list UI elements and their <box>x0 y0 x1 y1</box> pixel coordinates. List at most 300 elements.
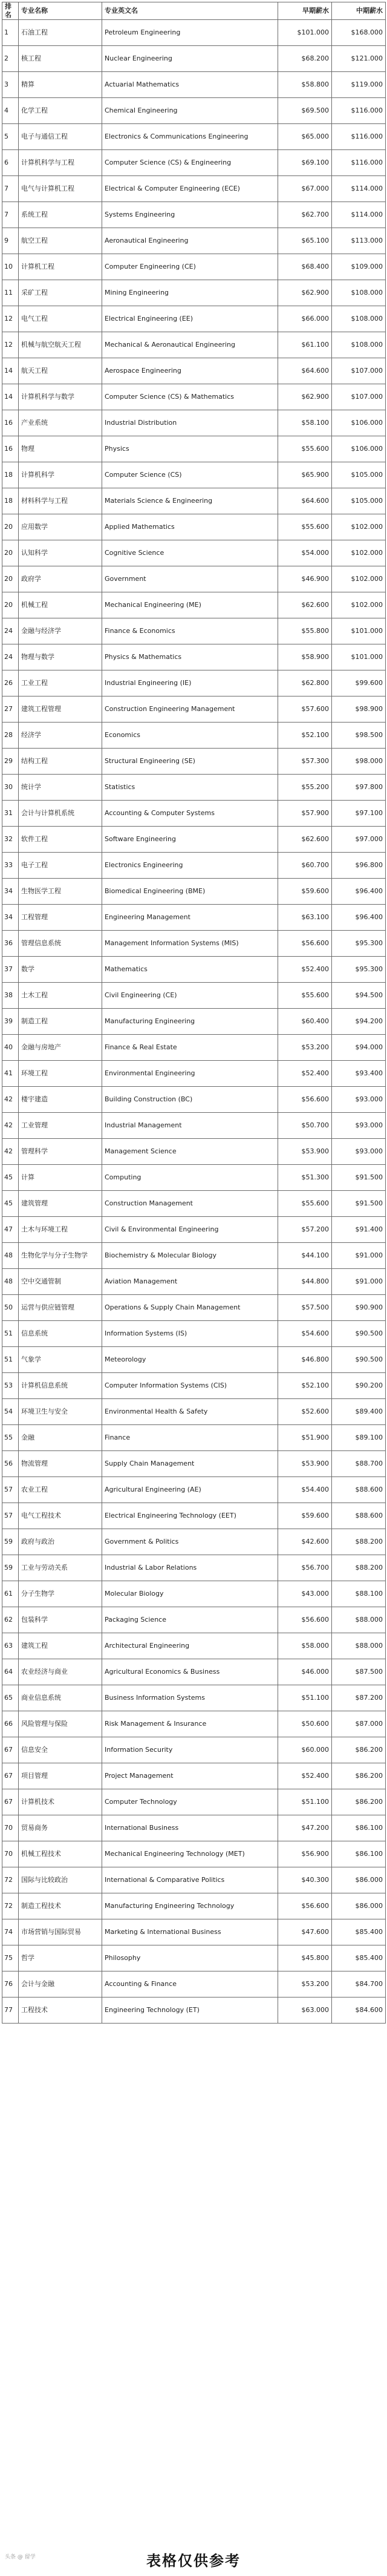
mid-salary-cell: $116.000 <box>332 150 386 176</box>
mid-salary-cell: $168.000 <box>332 20 386 46</box>
rank-cell: 33 <box>2 853 19 879</box>
rank-cell: 42 <box>2 1113 19 1139</box>
mid-salary-cell: $119.000 <box>332 72 386 98</box>
mid-salary-cell: $97.100 <box>332 801 386 827</box>
major-en-cell: Environmental Engineering <box>102 1061 278 1087</box>
rank-cell: 50 <box>2 1295 19 1321</box>
rank-cell: 72 <box>2 1867 19 1893</box>
major-en-cell: Supply Chain Management <box>102 1451 278 1477</box>
mid-salary-cell: $98.900 <box>332 696 386 723</box>
rank-cell: 75 <box>2 1945 19 1971</box>
early-salary-cell: $58.800 <box>278 72 332 98</box>
mid-salary-cell: $85.400 <box>332 1919 386 1945</box>
major-en-cell: Biomedical Engineering (BME) <box>102 879 278 905</box>
early-salary-cell: $64.600 <box>278 488 332 514</box>
major-en-cell: Applied Mathematics <box>102 514 278 540</box>
early-salary-cell: $56.700 <box>278 1555 332 1581</box>
rank-cell: 42 <box>2 1139 19 1165</box>
major-cn-cell: 分子生物学 <box>19 1581 102 1607</box>
table-row <box>2 306 386 332</box>
early-salary-cell: $50.700 <box>278 1113 332 1139</box>
major-cn-cell: 电气工程 <box>19 306 102 332</box>
rank-cell: 1 <box>2 20 19 46</box>
mid-salary-cell: $91.400 <box>332 1217 386 1243</box>
major-cn-cell: 航天工程 <box>19 358 102 384</box>
rank-cell: 67 <box>2 1763 19 1789</box>
rank-cell: 36 <box>2 931 19 957</box>
major-cn-cell: 生物医学工程 <box>19 879 102 905</box>
early-salary-cell: $59.600 <box>278 879 332 905</box>
early-salary-cell: $51.100 <box>278 1789 332 1815</box>
mid-salary-cell: $94.000 <box>332 1035 386 1061</box>
early-salary-cell: $62.900 <box>278 280 332 306</box>
mid-salary-cell: $96.400 <box>332 905 386 931</box>
mid-salary-cell: $86.200 <box>332 1789 386 1815</box>
mid-salary-cell: $93.000 <box>332 1087 386 1113</box>
table-row <box>2 696 386 723</box>
major-en-cell: Philosophy <box>102 1945 278 1971</box>
major-en-cell: Computer Science (CS) & Engineering <box>102 150 278 176</box>
rank-cell: 18 <box>2 462 19 488</box>
mid-salary-cell: $93.400 <box>332 1061 386 1087</box>
major-en-cell: Construction Management <box>102 1191 278 1217</box>
early-salary-cell: $56.900 <box>278 1841 332 1867</box>
early-salary-cell: $53.200 <box>278 1035 332 1061</box>
mid-salary-cell: $99.600 <box>332 670 386 696</box>
major-cn-cell: 会计与计算机系统 <box>19 801 102 827</box>
major-cn-cell: 运营与供应链管理 <box>19 1295 102 1321</box>
rank-cell: 45 <box>2 1165 19 1191</box>
mid-salary-cell: $87.200 <box>332 1685 386 1711</box>
major-cn-cell: 数学 <box>19 957 102 983</box>
mid-salary-cell: $88.700 <box>332 1451 386 1477</box>
major-cn-cell: 电子工程 <box>19 853 102 879</box>
major-cn-cell: 机械工程技术 <box>19 1841 102 1867</box>
major-en-cell: Management Science <box>102 1139 278 1165</box>
major-cn-cell: 气象学 <box>19 1347 102 1373</box>
table-row <box>2 436 386 462</box>
table-row <box>2 1477 386 1503</box>
early-salary-cell: $62.600 <box>278 592 332 618</box>
mid-salary-cell: $87.500 <box>332 1659 386 1685</box>
table-row <box>2 1295 386 1321</box>
early-salary-cell: $56.600 <box>278 1607 332 1633</box>
mid-salary-cell: $107.000 <box>332 384 386 410</box>
table-row <box>2 1763 386 1789</box>
early-salary-cell: $52.400 <box>278 957 332 983</box>
rank-cell: 74 <box>2 1919 19 1945</box>
major-en-cell: Business Information Systems <box>102 1685 278 1711</box>
rank-cell: 39 <box>2 1009 19 1035</box>
early-salary-cell: $65.900 <box>278 462 332 488</box>
early-salary-cell: $46.000 <box>278 1659 332 1685</box>
table-row <box>2 879 386 905</box>
early-salary-cell: $55.600 <box>278 436 332 462</box>
major-en-cell: Nuclear Engineering <box>102 46 278 72</box>
major-en-cell: Information Security <box>102 1737 278 1763</box>
major-cn-cell: 工业与劳动关系 <box>19 1555 102 1581</box>
major-cn-cell: 石油工程 <box>19 20 102 46</box>
table-row <box>2 1685 386 1711</box>
rank-cell: 20 <box>2 514 19 540</box>
table-row <box>2 1893 386 1919</box>
major-en-cell: Management Information Systems (MIS) <box>102 931 278 957</box>
rank-cell: 38 <box>2 983 19 1009</box>
major-cn-cell: 计算机科学与工程 <box>19 150 102 176</box>
early-salary-cell: $46.800 <box>278 1347 332 1373</box>
major-en-cell: Computer Engineering (CE) <box>102 254 278 280</box>
major-cn-cell: 包装科学 <box>19 1607 102 1633</box>
major-en-cell: Physics & Mathematics <box>102 644 278 670</box>
salary-table <box>2 2 386 2024</box>
major-en-cell: Mechanical Engineering (ME) <box>102 592 278 618</box>
major-en-cell: Finance <box>102 1425 278 1451</box>
major-cn-cell: 风险管理与保险 <box>19 1711 102 1737</box>
mid-salary-cell: $86.100 <box>332 1841 386 1867</box>
early-salary-cell: $60.000 <box>278 1737 332 1763</box>
table-row <box>2 1659 386 1685</box>
major-en-cell: Manufacturing Engineering <box>102 1009 278 1035</box>
major-cn-cell: 化学工程 <box>19 98 102 124</box>
table-row <box>2 46 386 72</box>
major-cn-cell: 结构工程 <box>19 749 102 775</box>
rank-cell: 34 <box>2 905 19 931</box>
major-en-cell: Meteorology <box>102 1347 278 1373</box>
table-row <box>2 1113 386 1139</box>
rank-cell: 16 <box>2 436 19 462</box>
major-cn-cell: 计算 <box>19 1165 102 1191</box>
major-en-cell: Marketing & International Business <box>102 1919 278 1945</box>
table-row <box>2 618 386 644</box>
early-salary-cell: $63.000 <box>278 1998 332 2024</box>
mid-salary-cell: $108.000 <box>332 332 386 358</box>
major-en-cell: Molecular Biology <box>102 1581 278 1607</box>
rank-cell: 28 <box>2 723 19 749</box>
mid-salary-cell: $90.500 <box>332 1347 386 1373</box>
watermark: 头条 @ 留学 <box>5 2554 36 2560</box>
major-en-cell: Information Systems (IS) <box>102 1321 278 1347</box>
early-salary-cell: $66.000 <box>278 306 332 332</box>
mid-salary-cell: $102.000 <box>332 540 386 566</box>
early-salary-cell: $47.200 <box>278 1815 332 1841</box>
major-cn-cell: 经济学 <box>19 723 102 749</box>
early-salary-cell: $52.100 <box>278 1373 332 1399</box>
major-cn-cell: 核工程 <box>19 46 102 72</box>
table-body <box>2 20 386 2024</box>
rank-cell: 20 <box>2 592 19 618</box>
rank-cell: 16 <box>2 410 19 436</box>
table-row <box>2 176 386 202</box>
table-row <box>2 1841 386 1867</box>
early-salary-cell: $56.600 <box>278 1087 332 1113</box>
early-salary-cell: $55.600 <box>278 514 332 540</box>
major-cn-cell: 管理科学 <box>19 1139 102 1165</box>
early-salary-cell: $68.200 <box>278 46 332 72</box>
major-cn-cell: 土木与环境工程 <box>19 1217 102 1243</box>
rank-cell: 63 <box>2 1633 19 1659</box>
mid-salary-cell: $88.100 <box>332 1581 386 1607</box>
major-cn-cell: 精算 <box>19 72 102 98</box>
rank-cell: 32 <box>2 827 19 853</box>
mid-salary-cell: $109.000 <box>332 254 386 280</box>
table-row <box>2 749 386 775</box>
table-row <box>2 1399 386 1425</box>
rank-cell: 48 <box>2 1243 19 1269</box>
major-en-cell: Civil Engineering (CE) <box>102 983 278 1009</box>
table-row <box>2 1243 386 1269</box>
table-row <box>2 488 386 514</box>
mid-salary-cell: $91.500 <box>332 1165 386 1191</box>
rank-cell: 41 <box>2 1061 19 1087</box>
rank-cell: 62 <box>2 1607 19 1633</box>
early-salary-cell: $46.900 <box>278 566 332 592</box>
table-row <box>2 1451 386 1477</box>
major-cn-cell: 国际与比较政治 <box>19 1867 102 1893</box>
early-salary-cell: $55.600 <box>278 1191 332 1217</box>
major-en-cell: Aerospace Engineering <box>102 358 278 384</box>
major-cn-cell: 产业系统 <box>19 410 102 436</box>
major-en-cell: Industrial Distribution <box>102 410 278 436</box>
rank-cell: 57 <box>2 1503 19 1529</box>
table-row <box>2 1737 386 1763</box>
table-row <box>2 98 386 124</box>
early-salary-cell: $56.600 <box>278 931 332 957</box>
table-row <box>2 1061 386 1087</box>
rank-cell: 6 <box>2 150 19 176</box>
rank-cell: 45 <box>2 1191 19 1217</box>
mid-salary-cell: $108.000 <box>332 280 386 306</box>
mid-salary-cell: $95.300 <box>332 957 386 983</box>
table-row <box>2 1087 386 1113</box>
major-en-cell: Government & Politics <box>102 1529 278 1555</box>
mid-salary-cell: $87.000 <box>332 1711 386 1737</box>
table-row <box>2 254 386 280</box>
major-cn-cell: 建筑工程 <box>19 1633 102 1659</box>
mid-salary-cell: $94.200 <box>332 1009 386 1035</box>
rank-cell: 61 <box>2 1581 19 1607</box>
rank-cell: 7 <box>2 202 19 228</box>
rank-cell: 24 <box>2 618 19 644</box>
table-row <box>2 228 386 254</box>
early-salary-cell: $58.000 <box>278 1633 332 1659</box>
mid-salary-cell: $89.400 <box>332 1399 386 1425</box>
mid-salary-cell: $86.000 <box>332 1893 386 1919</box>
major-en-cell: Engineering Management <box>102 905 278 931</box>
major-en-cell: Actuarial Mathematics <box>102 72 278 98</box>
table-row <box>2 801 386 827</box>
rank-cell: 55 <box>2 1425 19 1451</box>
early-salary-cell: $65.000 <box>278 124 332 150</box>
major-cn-cell: 材料科学与工程 <box>19 488 102 514</box>
mid-salary-cell: $96.400 <box>332 879 386 905</box>
major-en-cell: Industrial & Labor Relations <box>102 1555 278 1581</box>
rank-cell: 9 <box>2 228 19 254</box>
major-cn-cell: 土木工程 <box>19 983 102 1009</box>
table-row <box>2 462 386 488</box>
major-en-cell: Structural Engineering (SE) <box>102 749 278 775</box>
rank-cell: 57 <box>2 1477 19 1503</box>
rank-cell: 59 <box>2 1555 19 1581</box>
major-cn-cell: 机械工程 <box>19 592 102 618</box>
early-salary-cell: $52.400 <box>278 1763 332 1789</box>
major-en-cell: Accounting & Finance <box>102 1971 278 1998</box>
table-row <box>2 670 386 696</box>
mid-salary-cell: $114.000 <box>332 176 386 202</box>
major-en-cell: Statistics <box>102 775 278 801</box>
rank-cell: 37 <box>2 957 19 983</box>
early-salary-cell: $62.900 <box>278 384 332 410</box>
major-cn-cell: 会计与金融 <box>19 1971 102 1998</box>
table-row <box>2 124 386 150</box>
major-en-cell: Civil & Environmental Engineering <box>102 1217 278 1243</box>
mid-salary-cell: $88.200 <box>332 1529 386 1555</box>
table-row <box>2 931 386 957</box>
major-cn-cell: 金融 <box>19 1425 102 1451</box>
table-row <box>2 1373 386 1399</box>
mid-salary-cell: $102.000 <box>332 592 386 618</box>
rank-cell: 14 <box>2 384 19 410</box>
major-cn-cell: 物理 <box>19 436 102 462</box>
rank-cell: 47 <box>2 1217 19 1243</box>
mid-salary-cell: $101.000 <box>332 644 386 670</box>
early-salary-cell: $60.700 <box>278 853 332 879</box>
major-cn-cell: 楼宇建造 <box>19 1087 102 1113</box>
major-en-cell: Electronics Engineering <box>102 853 278 879</box>
major-en-cell: Electronics & Communications Engineering <box>102 124 278 150</box>
major-en-cell: Industrial Engineering (IE) <box>102 670 278 696</box>
early-salary-cell: $51.300 <box>278 1165 332 1191</box>
mid-salary-cell: $105.000 <box>332 462 386 488</box>
major-en-cell: Electrical Engineering (EE) <box>102 306 278 332</box>
rank-cell: 14 <box>2 358 19 384</box>
major-cn-cell: 工业管理 <box>19 1113 102 1139</box>
major-cn-cell: 计算机科学与数学 <box>19 384 102 410</box>
major-cn-cell: 农业工程 <box>19 1477 102 1503</box>
table-row <box>2 1503 386 1529</box>
major-en-cell: Computing <box>102 1165 278 1191</box>
rank-cell: 48 <box>2 1269 19 1295</box>
table-row <box>2 905 386 931</box>
major-en-cell: Mathematics <box>102 957 278 983</box>
early-salary-cell: $55.600 <box>278 983 332 1009</box>
major-en-cell: Packaging Science <box>102 1607 278 1633</box>
header-major-cn: 专业名称 <box>19 2 102 20</box>
early-salary-cell: $40.300 <box>278 1867 332 1893</box>
major-cn-cell: 金融与房地产 <box>19 1035 102 1061</box>
table-row <box>2 410 386 436</box>
mid-salary-cell: $121.000 <box>332 46 386 72</box>
early-salary-cell: $58.100 <box>278 410 332 436</box>
major-cn-cell: 认知科学 <box>19 540 102 566</box>
mid-salary-cell: $91.000 <box>332 1269 386 1295</box>
table-row <box>2 1347 386 1373</box>
table-row <box>2 1998 386 2024</box>
major-en-cell: Finance & Economics <box>102 618 278 644</box>
table-row <box>2 358 386 384</box>
table-row <box>2 280 386 306</box>
major-cn-cell: 政府与政治 <box>19 1529 102 1555</box>
major-cn-cell: 商业信息系统 <box>19 1685 102 1711</box>
rank-cell: 10 <box>2 254 19 280</box>
table-row <box>2 1633 386 1659</box>
table-row <box>2 644 386 670</box>
major-en-cell: Architectural Engineering <box>102 1633 278 1659</box>
rank-cell: 12 <box>2 306 19 332</box>
header-major-en: 专业英文名 <box>102 2 278 20</box>
mid-salary-cell: $88.600 <box>332 1477 386 1503</box>
table-row <box>2 1919 386 1945</box>
rank-cell: 51 <box>2 1347 19 1373</box>
early-salary-cell: $53.900 <box>278 1139 332 1165</box>
table-row <box>2 566 386 592</box>
major-cn-cell: 航空工程 <box>19 228 102 254</box>
table-row <box>2 1139 386 1165</box>
major-cn-cell: 计算机技术 <box>19 1789 102 1815</box>
major-en-cell: Operations & Supply Chain Management <box>102 1295 278 1321</box>
major-en-cell: Materials Science & Engineering <box>102 488 278 514</box>
mid-salary-cell: $91.500 <box>332 1191 386 1217</box>
table-row <box>2 150 386 176</box>
early-salary-cell: $64.600 <box>278 358 332 384</box>
major-en-cell: Physics <box>102 436 278 462</box>
early-salary-cell: $57.200 <box>278 1217 332 1243</box>
early-salary-cell: $53.900 <box>278 1451 332 1477</box>
early-salary-cell: $101.000 <box>278 20 332 46</box>
early-salary-cell: $53.200 <box>278 1971 332 1998</box>
table-row <box>2 1607 386 1633</box>
early-salary-cell: $51.900 <box>278 1425 332 1451</box>
table-row <box>2 1867 386 1893</box>
early-salary-cell: $47.600 <box>278 1919 332 1945</box>
major-en-cell: Computer Technology <box>102 1789 278 1815</box>
rank-cell: 42 <box>2 1087 19 1113</box>
major-en-cell: Agricultural Engineering (AE) <box>102 1477 278 1503</box>
major-en-cell: International & Comparative Politics <box>102 1867 278 1893</box>
major-cn-cell: 工业工程 <box>19 670 102 696</box>
major-en-cell: Mechanical Engineering Technology (MET) <box>102 1841 278 1867</box>
major-en-cell: Industrial Management <box>102 1113 278 1139</box>
major-cn-cell: 生物化学与分子生物学 <box>19 1243 102 1269</box>
early-salary-cell: $50.600 <box>278 1711 332 1737</box>
major-cn-cell: 物流管理 <box>19 1451 102 1477</box>
rank-cell: 24 <box>2 644 19 670</box>
mid-salary-cell: $108.000 <box>332 306 386 332</box>
rank-cell: 30 <box>2 775 19 801</box>
mid-salary-cell: $93.000 <box>332 1139 386 1165</box>
rank-cell: 26 <box>2 670 19 696</box>
major-en-cell: Project Management <box>102 1763 278 1789</box>
major-cn-cell: 机械与航空航天工程 <box>19 332 102 358</box>
table-row <box>2 72 386 98</box>
major-cn-cell: 市场营销与国际贸易 <box>19 1919 102 1945</box>
major-cn-cell: 哲学 <box>19 1945 102 1971</box>
early-salary-cell: $43.000 <box>278 1581 332 1607</box>
rank-cell: 76 <box>2 1971 19 1998</box>
major-en-cell: Petroleum Engineering <box>102 20 278 46</box>
early-salary-cell: $44.100 <box>278 1243 332 1269</box>
early-salary-cell: $54.400 <box>278 1477 332 1503</box>
table-row <box>2 827 386 853</box>
major-cn-cell: 建筑管理 <box>19 1191 102 1217</box>
major-en-cell: Building Construction (BC) <box>102 1087 278 1113</box>
major-en-cell: Construction Engineering Management <box>102 696 278 723</box>
caption-note: 表格仅供参考 <box>146 2552 241 2569</box>
major-cn-cell: 管理信息系统 <box>19 931 102 957</box>
major-cn-cell: 应用数学 <box>19 514 102 540</box>
major-en-cell: Software Engineering <box>102 827 278 853</box>
mid-salary-cell: $86.200 <box>332 1763 386 1789</box>
table-row <box>2 1789 386 1815</box>
